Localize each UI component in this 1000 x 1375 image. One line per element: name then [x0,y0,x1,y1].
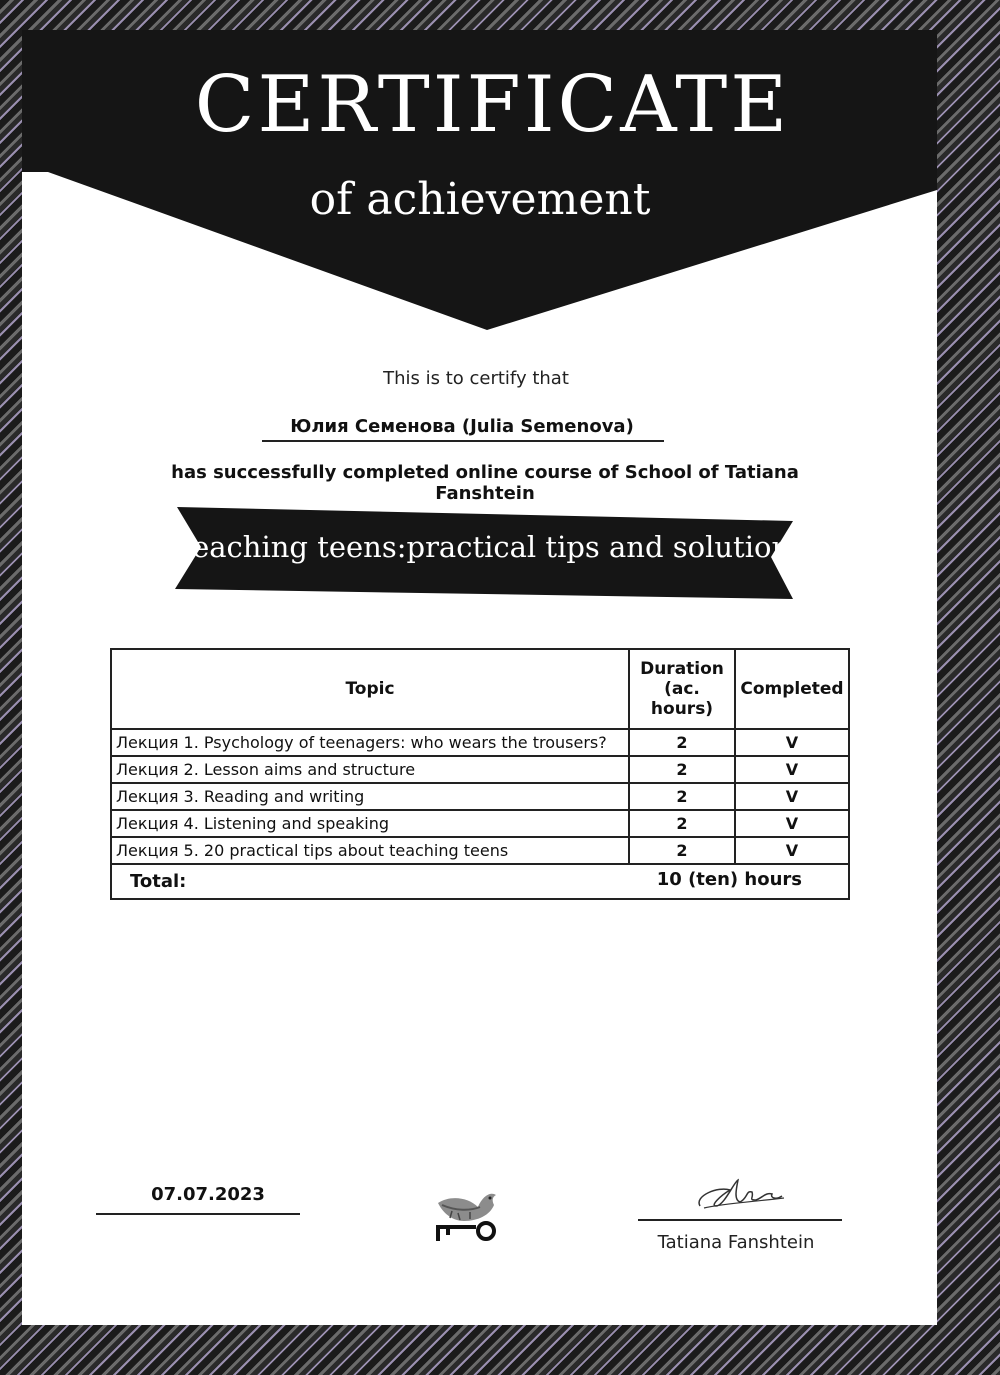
row-duration: 2 [629,729,735,756]
row-completed: V [735,729,849,756]
row-duration: 2 [629,756,735,783]
row-duration: 2 [629,837,735,864]
course-title: Teaching teens:practical tips and solutions [175,530,805,564]
row-topic: Лекция 4. Listening and speaking [111,810,629,837]
completion-statement: has successfully completed online course of School of Tatiana Fanshtein [171,462,799,504]
table-row [111,729,849,756]
total-label: Total: [111,864,629,899]
issue-date: 07.07.2023 [151,1184,265,1205]
certificate-subtitle: of achievement [309,174,651,225]
signature-underline [638,1219,842,1221]
header-completed: Completed [735,649,849,729]
row-duration: 2 [629,810,735,837]
row-topic: Лекция 2. Lesson aims and structure [111,756,629,783]
handwritten-signature [690,1176,790,1216]
bird-on-key-icon [430,1185,510,1247]
recipient-name: Юлия Семенова (Julia Semenova) [290,416,634,437]
header-duration: Duration (ac. hours) [629,649,735,729]
table-row [111,756,849,783]
row-duration: 2 [629,783,735,810]
signer-name: Tatiana Fanshtein [657,1232,815,1253]
row-topic: Лекция 5. 20 practical tips about teaching teens [111,837,629,864]
table-row [111,783,849,810]
row-completed: V [735,756,849,783]
row-completed: V [735,783,849,810]
row-completed: V [735,810,849,837]
header-topic: Topic [111,649,629,729]
table-header-row [111,649,849,729]
topics-table [110,648,850,900]
table-row [111,837,849,864]
row-topic: Лекция 3. Reading and writing [111,783,629,810]
recipient-underline [262,440,664,442]
table-row [111,810,849,837]
total-row [111,864,849,899]
date-underline [96,1213,300,1215]
total-value: 10 (ten) hours [629,864,849,899]
row-topic: Лекция 1. Psychology of teenagers: who wears the trousers? [111,729,629,756]
certificate-title: CERTIFICATE [194,60,791,150]
row-completed: V [735,837,849,864]
certify-text: This is to certify that [383,368,569,389]
